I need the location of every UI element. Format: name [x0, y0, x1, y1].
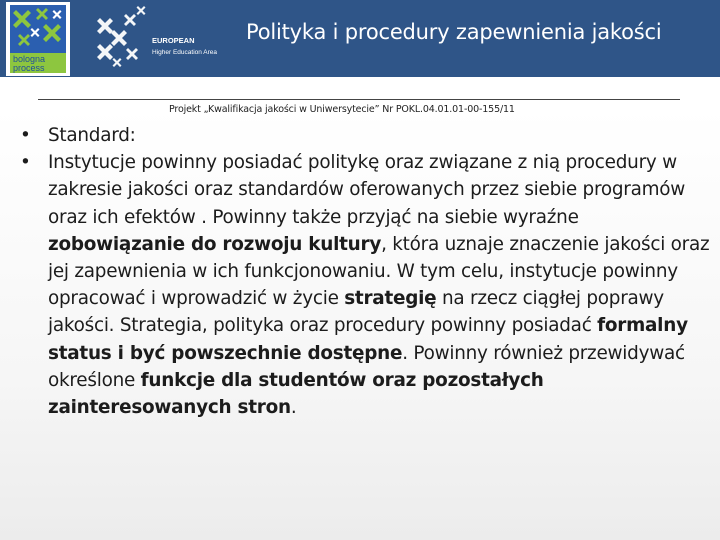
bullet-policy-text-5: .: [290, 397, 297, 419]
slide-title: Polityka i procedury zapewnienia jakości: [246, 20, 662, 44]
bullet-standard: [20, 122, 716, 149]
slide-content: [20, 122, 716, 421]
bullet-policy-bold-2: strategię: [344, 288, 437, 310]
bullet-policy-bold-3: formalny status i być powszechnie dostępne: [48, 315, 688, 364]
bologna-logo-text-1: bologna: [13, 54, 46, 64]
project-line: Projekt „Kwalifikacja jakości w Uniwersytecie” Nr POKL.04.01.01-00-155/11: [169, 104, 515, 115]
bullet-policy-text-4: . Powinny również przewidywać określone: [48, 342, 685, 391]
bologna-logo-graphic: [6, 2, 70, 76]
bullet-policy-text-2: , która uznaje znaczenie jakości oraz jej zapewnienia w ich funkcjonowaniu. W tym celu, instytucje powinny opracować i wprowadzić w życie: [48, 233, 710, 310]
bullet-policy-bold-1: zobowiązanie do rozwoju kultury: [48, 233, 382, 255]
ehea-logo: [92, 4, 242, 76]
bologna-process-logo: [6, 2, 70, 76]
bologna-logo-text-2: process: [13, 63, 45, 73]
header-separator-line: [38, 99, 680, 100]
bullet-dot-icon: •: [20, 125, 31, 146]
ehea-logo-graphic: [92, 4, 242, 76]
ehea-logo-text-2: Higher Education Area: [152, 49, 218, 56]
bullet-dot-icon: •: [20, 152, 31, 174]
bullet-policy-text-1: Instytucje powinny posiadać politykę oraz związane z nią procedury w zakresie jakości oraz standardów oferowanych przez siebie programów oraz ich efektów . Powinny także przyjąć na siebie wyraźne: [48, 152, 686, 228]
bullet-policy-text-3: na rzecz ciągłej poprawy jakości. Strategia, polityka oraz procedury powinny posiadać: [48, 288, 664, 337]
ehea-logo-text-1: EUROPEAN: [152, 36, 195, 45]
bullet-policy: [20, 149, 716, 421]
bullet-policy-bold-4: funkcje dla studentów oraz pozostałych zainteresowanych stron: [48, 369, 544, 419]
bullet-standard-text: Standard:: [48, 125, 136, 146]
